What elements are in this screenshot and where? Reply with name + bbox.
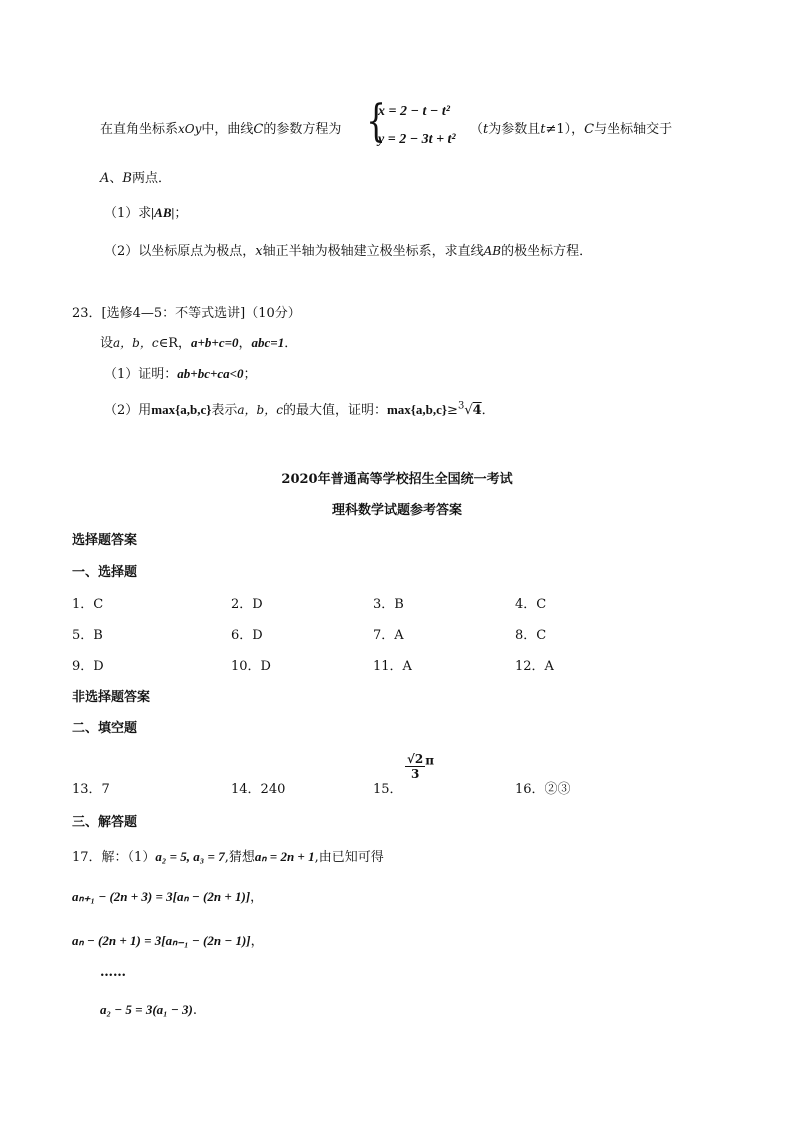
q23-part2-b: 表示 [211, 403, 238, 418]
q22-cond-mid: 为参数且 [488, 122, 541, 137]
q22-line2-end: 两点． [131, 171, 171, 186]
fill-answer-14: 14．240 [231, 782, 286, 797]
q17-eq1-math: aₙ₊₁ − (2n + 3) = 3[aₙ − (2n + 1)] [72, 889, 251, 904]
choice-answer-6: 6．D [231, 628, 263, 643]
q23-given-eq2: abc=1 [251, 335, 285, 350]
q22-part1 [104, 202, 187, 221]
q22-point-b: B [122, 171, 132, 186]
q17-eq3-end: . [192, 1003, 198, 1018]
q22-cond-t2: t [540, 122, 546, 137]
q17-eq2 [72, 930, 264, 949]
choice-answer-12: 12．A [515, 659, 554, 674]
q23-part2-c: 的最大值，证明： [282, 403, 387, 418]
choice-answer-1: 1．C [72, 597, 104, 612]
q22-part1-label: （1）求 [104, 206, 152, 221]
q22-part1-end: ； [174, 206, 188, 221]
q22-part2-a: （2）以坐标原点为极点， [104, 244, 256, 259]
q17-intro: 17．解：（1） [72, 850, 156, 865]
fill-15-pi: π [425, 753, 435, 768]
q23-given-sep: ， [238, 336, 252, 351]
nonchoice-heading: 非选择题答案 [72, 690, 151, 705]
q22-part2 [104, 240, 592, 259]
q22-part2-c: 的极坐标方程． [501, 244, 593, 259]
q22-coord-system: xOy [178, 122, 202, 136]
fill-15-denominator: 3 [410, 767, 420, 781]
q23-part1 [104, 363, 257, 382]
q17-ellipsis: …… [100, 965, 126, 980]
q22-part1-math: |AB| [151, 205, 175, 220]
q23-given-eq1: a+b+c=0 [191, 335, 239, 350]
fill-answer-15-label: 15． [373, 782, 403, 797]
q17-line1 [72, 846, 384, 865]
q23-title: 23．[选修4—5：不等式选讲]（10分） [72, 306, 301, 321]
q22-intro-text-c: 的参数方程为 [263, 122, 342, 137]
q23-part2 [104, 399, 495, 418]
q23-given-end: ． [284, 336, 298, 351]
q17-eq1 [72, 886, 263, 905]
choice-answer-10: 10．D [231, 659, 271, 674]
q23-given-vars: a，b，c [113, 336, 159, 350]
fill-answer-13: 13．7 [72, 782, 110, 797]
answer-heading-2: 理科数学试题参考答案 [331, 503, 462, 518]
q23-part1-math: ab+bc+ca<0 [177, 366, 244, 381]
q22-cond-end: 与坐标轴交于 [594, 122, 673, 137]
q23-part2-max2: max{a,b,c} [386, 402, 448, 417]
q23-given-a: 设 [100, 336, 114, 351]
q22-cond-c: C [584, 122, 595, 137]
q22-curve-var: C [253, 122, 264, 137]
choice-answer-9: 9．D [72, 659, 104, 674]
section3-heading: 三、解答题 [72, 815, 138, 830]
q23-part2-vars: a，b，c [237, 403, 283, 417]
q23-part2-ge: ≥ [447, 403, 458, 418]
q22-part2-ab: AB [483, 244, 502, 258]
q22-equation-brace: { [366, 96, 386, 147]
q23-root-value: 4 [472, 403, 482, 418]
q22-cond-open: （ [470, 122, 484, 137]
q23-part1-end: ； [243, 367, 257, 382]
q17-eq3-math: a₂ − 5 = 3(a₁ − 3) [100, 1002, 193, 1017]
q23-root-sign: √ [464, 403, 473, 418]
q22-sep: 、 [109, 171, 123, 186]
q23-part2-max: max{a,b,c} [151, 402, 212, 417]
fill-answer-15-fraction [405, 752, 434, 781]
q22-line2 [100, 167, 171, 186]
q22-param-eq-y: y = 2 − 3t + t² [378, 132, 456, 147]
q17-eq2-math: aₙ − (2n + 1) = 3[aₙ₋₁ − (2n − 1)] [72, 933, 251, 948]
answer-heading-1: 2020年普通高等学校招生全国统一考试 [281, 472, 513, 487]
q22-param-eq-x: x = 2 − t − t² [378, 104, 450, 119]
choice-answer-7: 7．A [373, 628, 404, 643]
q17-eq1-end: ， [250, 890, 264, 905]
q17-eq3 [100, 1002, 197, 1018]
q22-cond-neq: ≠1）， [545, 122, 585, 137]
choice-answer-8: 8．C [515, 628, 547, 643]
choice-heading: 选择题答案 [72, 533, 138, 548]
q17-eq2-end: ， [250, 934, 264, 949]
q22-point-a: A [100, 171, 110, 186]
q23-given-in: ∈R， [158, 336, 191, 351]
q22-condition [470, 118, 672, 137]
q22-intro-line [100, 118, 341, 137]
choice-answer-3: 3．B [373, 597, 404, 612]
q22-part2-b: 轴正半轴为极轴建立极坐标系，求直线 [262, 244, 484, 259]
fill-15-numerator: √2 [407, 752, 424, 766]
choice-answer-2: 2．D [231, 597, 263, 612]
section1-heading: 一、选择题 [72, 565, 138, 580]
choice-answer-4: 4．C [515, 597, 547, 612]
choice-answer-11: 11．A [373, 659, 412, 674]
q22-intro-text-b: 中，曲线 [201, 122, 254, 137]
q17-guess: ,猜想 [224, 850, 255, 865]
q23-given [100, 332, 297, 351]
q17-math1: a₂ = 5, a₃ = 7 [155, 849, 225, 864]
q17-math2: aₙ = 2n + 1 [254, 849, 315, 864]
fill-answer-16: 16．②③ [515, 782, 571, 797]
q23-root-index: 3 [457, 400, 465, 412]
q17-known: ,由已知可得 [314, 850, 384, 865]
q22-intro-text-a: 在直角坐标系 [100, 122, 179, 137]
choice-answer-5: 5．B [72, 628, 103, 643]
q23-part2-a: （2）用 [104, 403, 152, 418]
q22-part2-x: x [255, 244, 263, 259]
q22-cond-t: t [483, 122, 489, 137]
q23-part1-label: （1）证明： [104, 367, 178, 382]
section2-heading: 二、填空题 [72, 721, 138, 736]
q23-part2-end: ． [481, 403, 495, 418]
